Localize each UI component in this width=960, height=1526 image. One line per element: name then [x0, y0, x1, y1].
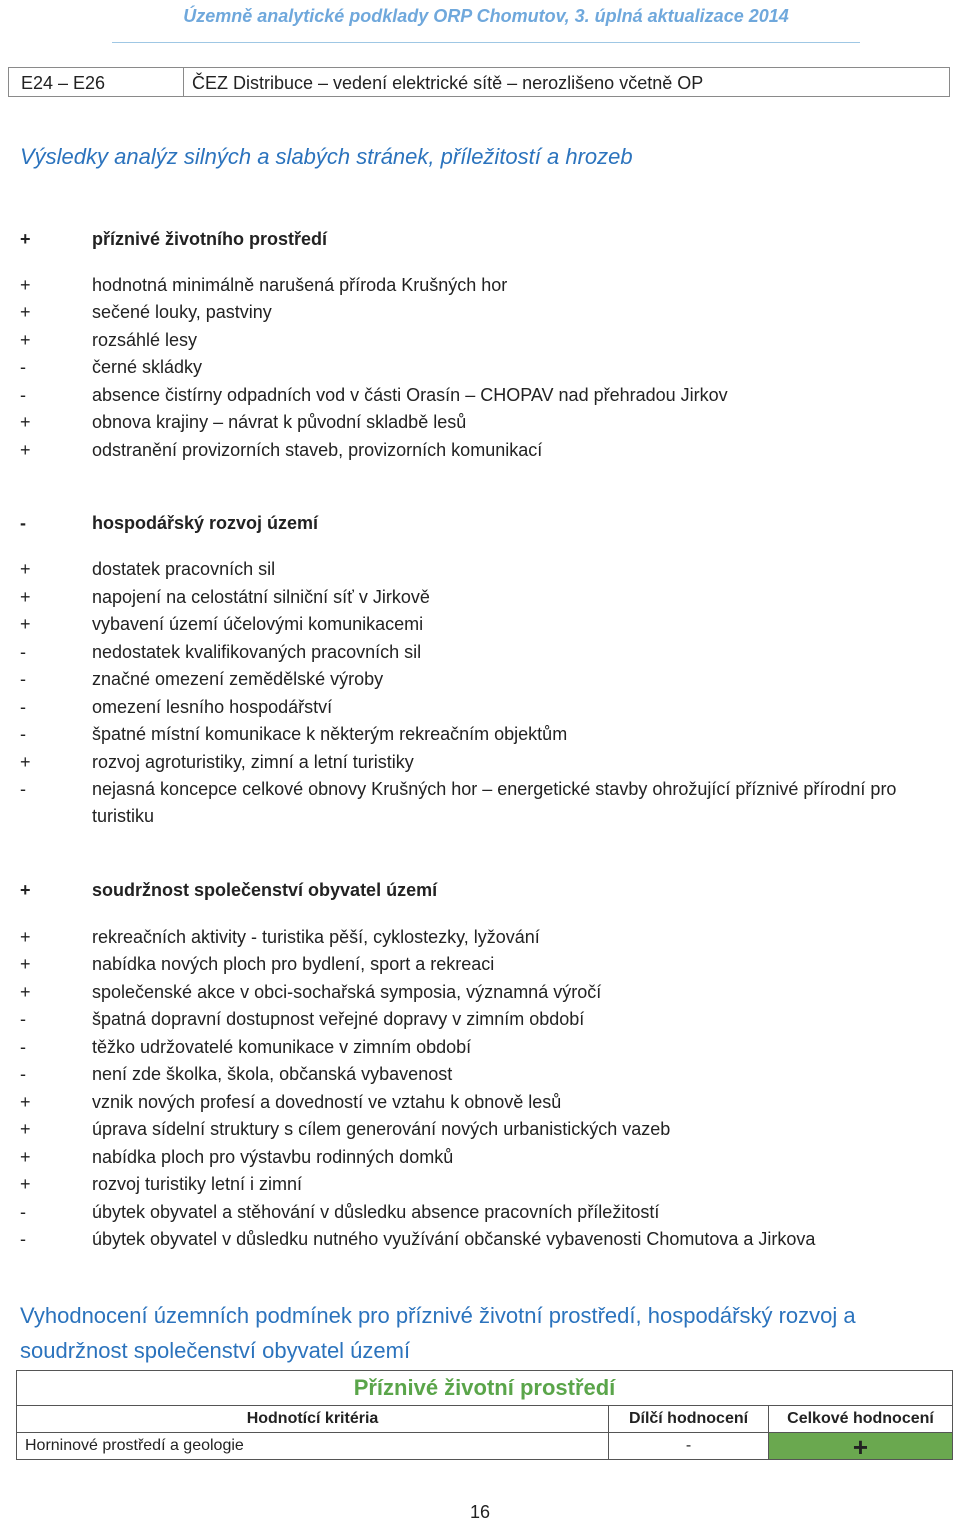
item-text: nabídka nových ploch pro bydlení, sport a rekreaci — [92, 954, 495, 974]
section-title: hospodářský rozvoj území — [92, 513, 319, 533]
item-text: úbytek obyvatel v důsledku nutného využívání občanské vybavenosti Chomutova a Jirkova — [92, 1229, 816, 1249]
page-number: 16 — [469, 1502, 491, 1522]
evaluation-table — [16, 1370, 953, 1460]
item-sign: + — [20, 559, 31, 579]
item-sign: - — [20, 779, 26, 799]
list-item — [20, 1200, 940, 1224]
item-text: značné omezení zemědělské výroby — [92, 669, 384, 689]
table-header-row — [17, 1406, 953, 1433]
list-item — [20, 640, 940, 664]
item-sign: + — [20, 440, 31, 460]
list-item — [20, 273, 940, 297]
item-sign: - — [20, 669, 26, 689]
item-text: sečené louky, pastviny — [92, 302, 272, 322]
item-text: společenské akce v obci-sochařská symposia, významná výročí — [92, 982, 602, 1002]
table-row — [17, 1433, 953, 1460]
column-header-partial: Dílčí hodnocení — [609, 1406, 769, 1433]
item-sign: - — [20, 642, 26, 662]
item-sign: - — [20, 1037, 26, 1057]
section-sign: + — [20, 229, 31, 249]
section-sign: - — [20, 513, 26, 533]
item-sign: + — [20, 927, 31, 947]
item-text: nejasná koncepce celkové obnovy Krušných hor – energetické stavby ohrožující příznivé přírodní pro turistiku — [92, 779, 897, 826]
item-text: odstranění provizorních staveb, provizorních komunikací — [92, 440, 543, 460]
section-sign: + — [20, 880, 31, 900]
item-sign: + — [20, 412, 31, 432]
list-item — [20, 1035, 940, 1059]
list-item — [20, 557, 940, 581]
section-heading — [20, 511, 940, 535]
item-sign: + — [20, 982, 31, 1002]
table-title-row — [17, 1371, 953, 1406]
item-text: černé skládky — [92, 357, 203, 377]
list-item — [20, 355, 940, 379]
section-title: soudržnost společenství obyvatel území — [92, 880, 438, 900]
section-heading — [20, 878, 940, 902]
section-heading — [20, 227, 940, 251]
item-text: vybavení území účelovými komunikacemi — [92, 614, 424, 634]
list-item — [20, 667, 940, 691]
item-sign: - — [20, 357, 26, 377]
item-sign: + — [20, 275, 31, 295]
item-text: dostatek pracovních sil — [92, 559, 276, 579]
item-sign: + — [20, 587, 31, 607]
item-text: rozsáhlé lesy — [92, 330, 198, 350]
list-item — [20, 1145, 940, 1169]
item-text: není zde školka, škola, občanská vybavenost — [92, 1064, 453, 1084]
item-text: napojení na celostátní silniční síť v Jirkově — [92, 587, 430, 607]
item-sign: + — [20, 1147, 31, 1167]
item-text: špatné místní komunikace k některým rekreačním objektům — [92, 724, 568, 744]
column-header-criteria: Hodnotící kritéria — [17, 1406, 609, 1433]
item-sign: - — [20, 697, 26, 717]
partial-rating-cell: - — [609, 1433, 769, 1460]
item-text: vznik nových profesí a dovedností ve vztahu k obnově lesů — [92, 1092, 562, 1112]
evaluation-heading: Vyhodnocení územních podmínek pro příznivé životní prostředí, hospodářský rozvoj a soudržnost společenství obyvatel území — [20, 1303, 856, 1363]
table-title: Příznivé životní prostředí — [17, 1371, 953, 1406]
item-sign: + — [20, 954, 31, 974]
item-sign: + — [20, 302, 31, 322]
item-sign: + — [20, 330, 31, 350]
item-sign: - — [20, 1202, 26, 1222]
code-description: ČEZ Distribuce – vedení elektrické sítě – nerozlišeno včetně OP — [192, 73, 704, 93]
item-text: úbytek obyvatel a stěhování v důsledku absence pracovních příležitostí — [92, 1202, 660, 1222]
item-text: obnova krajiny – návrat k původní skladbě lesů — [92, 412, 467, 432]
list-item — [20, 383, 940, 407]
list-item — [20, 1172, 940, 1196]
item-text: úprava sídelní struktury s cílem generování nových urbanistických vazeb — [92, 1119, 671, 1139]
list-item — [20, 410, 940, 434]
code-box — [8, 67, 950, 97]
code-label: E24 – E26 — [9, 68, 184, 96]
item-sign: + — [20, 1174, 31, 1194]
overall-rating-cell: + — [769, 1433, 953, 1460]
item-text: špatná dopravní dostupnost veřejné dopravy v zimním období — [92, 1009, 585, 1029]
item-text: rekreačních aktivity - turistika pěší, cyklostezky, lyžování — [92, 927, 540, 947]
section-title: příznivé životního prostředí — [92, 229, 328, 249]
list-item — [20, 980, 940, 1004]
item-text: nedostatek kvalifikovaných pracovních sil — [92, 642, 422, 662]
item-text: rozvoj agroturistiky, zimní a letní turistiky — [92, 752, 414, 772]
list-item — [20, 1062, 940, 1086]
list-item — [20, 328, 940, 352]
item-sign: - — [20, 724, 26, 744]
list-item — [20, 300, 940, 324]
list-item — [20, 1117, 940, 1141]
item-sign: + — [20, 614, 31, 634]
item-sign: - — [20, 1229, 26, 1249]
item-sign: + — [20, 1119, 31, 1139]
list-item — [20, 776, 940, 830]
list-item — [20, 438, 940, 462]
results-heading: Výsledky analýz silných a slabých stránek, příležitostí a hrozeb — [20, 144, 633, 169]
item-sign: + — [20, 1092, 31, 1112]
list-item — [20, 925, 940, 949]
item-text: nabídka ploch pro výstavbu rodinných domků — [92, 1147, 454, 1167]
item-text: omezení lesního hospodářství — [92, 697, 333, 717]
list-item — [20, 750, 940, 774]
list-item — [20, 952, 940, 976]
page-header-title: Územně analytické podklady ORP Chomutov, 3. úplná aktualizace 2014 — [183, 6, 789, 26]
item-text: těžko udržovatelé komunikace v zimním období — [92, 1037, 472, 1057]
list-item — [20, 585, 940, 609]
list-item — [20, 1090, 940, 1114]
list-item — [20, 612, 940, 636]
list-item — [20, 722, 940, 746]
page-header — [112, 4, 860, 43]
criterion-cell: Horninové prostředí a geologie — [17, 1433, 609, 1460]
column-header-overall: Celkové hodnocení — [769, 1406, 953, 1433]
item-sign: + — [20, 752, 31, 772]
item-text: hodnotná minimálně narušená příroda Krušných hor — [92, 275, 508, 295]
item-sign: - — [20, 1009, 26, 1029]
list-item — [20, 1227, 940, 1251]
list-item — [20, 695, 940, 719]
item-sign: - — [20, 385, 26, 405]
item-text: absence čistírny odpadních vod v části Orasín – CHOPAV nad přehradou Jirkov — [92, 385, 728, 405]
item-sign: - — [20, 1064, 26, 1084]
list-item — [20, 1007, 940, 1031]
item-text: rozvoj turistiky letní i zimní — [92, 1174, 303, 1194]
